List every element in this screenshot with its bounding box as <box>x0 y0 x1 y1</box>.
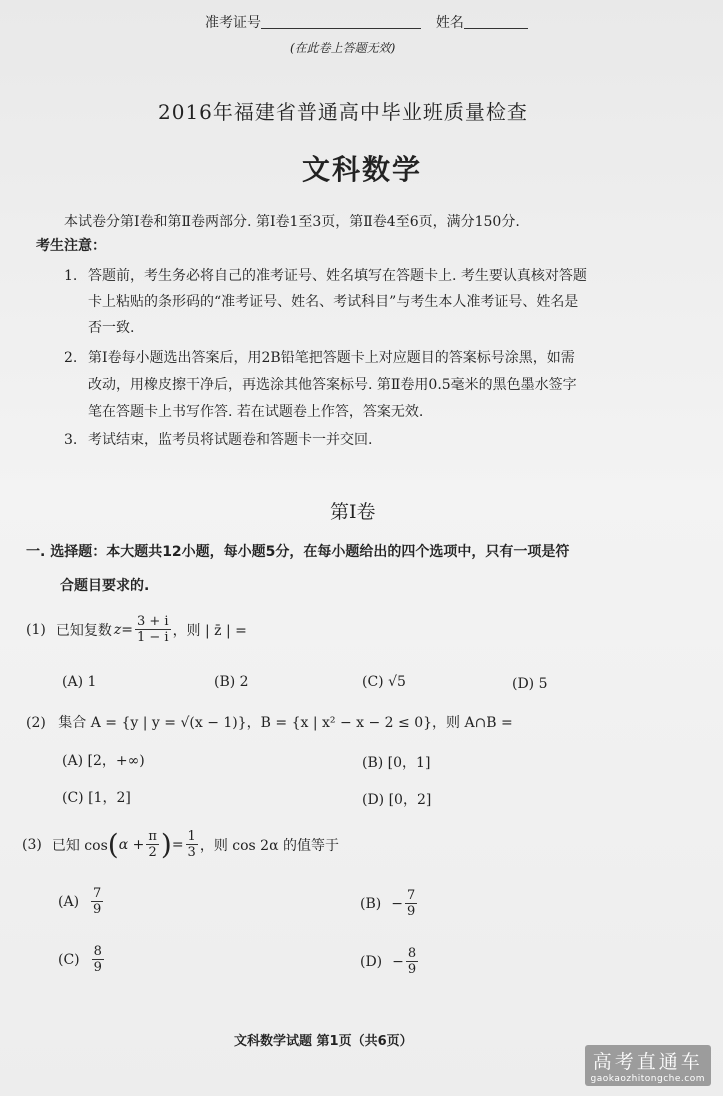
name-label: 姓名 <box>435 15 464 31</box>
header-note: (在此卷上答题无效) <box>290 41 396 55</box>
q2-option-c: (C) [1，2] <box>62 790 131 806</box>
exam-title: 2016年福建省普通高中毕业班质量检查 <box>158 100 528 124</box>
question-3: (3) 已知 cos ( α + $\frac{\pi}{2}$ ) = $\frac{1}{3}$ ，则 cos 2α 的值等于 <box>22 827 339 861</box>
notice-heading: 考生注意： <box>36 238 106 254</box>
q3-number: (3) <box>22 836 42 853</box>
q2-number: (2) <box>26 715 46 731</box>
intro-text: 本试卷分第Ⅰ卷和第Ⅱ卷两部分. 第Ⅰ卷1至3页，第Ⅱ卷4至6页，满分150分. <box>64 214 520 230</box>
q3-option-c: (C) $\frac{8}{9}$ <box>58 944 102 975</box>
watermark-brand: 高考直通车 <box>592 1051 703 1073</box>
q1-option-b: (B) 2 <box>214 674 249 690</box>
q2-option-b: (B) [0，1] <box>362 755 431 771</box>
q1-number: (1) <box>26 621 46 638</box>
notice-item-1: 1. 答题前，考生务必将自己的准考证号、姓名填写在答题卡上. 考生要认真核对答题 卡上粘贴的条形码的“准考证号、姓名、考试科目”与考生本人准考证号、姓名是 否一致. <box>64 268 587 336</box>
q2-option-a: (A) [2，+∞) <box>62 753 145 769</box>
q1-option-a: (A) 1 <box>62 674 97 690</box>
part-title: 第Ⅰ卷 <box>330 501 376 523</box>
ticket-number-row <box>205 12 528 32</box>
q1-fraction: $\frac{3 + i}{1 - i}$ <box>136 614 169 645</box>
q1-option-c: (C) √5 <box>362 674 406 690</box>
question-2: (2) 集合 A = {y | y = √(x − 1)}，B = {x | x² − x − 2 ≤ 0}，则 A∩B = <box>26 715 513 731</box>
q2-option-d: (D) [0，2] <box>362 792 432 808</box>
watermark-url: gaokaozhitongche.com <box>590 1074 705 1084</box>
page-footer: 文科数学试题 第1页（共6页） <box>234 1034 413 1049</box>
notice-item-3: 3. 考试结束，监考员将试题卷和答题卡一并交回. <box>64 432 373 448</box>
q3-option-d: (D) − $\frac{8}{9}$ <box>360 946 417 977</box>
q1-option-d: (D) 5 <box>512 676 548 692</box>
q3-option-a: (A) $\frac{7}{9}$ <box>58 886 102 917</box>
ticket-blank <box>261 14 421 29</box>
q3-pi-fraction: $\frac{\pi}{2}$ <box>148 829 157 860</box>
name-blank <box>464 14 528 29</box>
section-line-1: 一. 选择题：本大题共12小题，每小题5分，在每小题给出的四个选项中，只有一项是符 <box>26 544 570 560</box>
q3-option-b: (B) − $\frac{7}{9}$ <box>360 888 416 919</box>
watermark-logo <box>585 1045 711 1086</box>
ticket-label: 准考证号 <box>205 15 261 31</box>
question-1: (1) 已知复数 z = $\frac{3 + i}{1 - i}$ ，则 | z̄ | = <box>26 614 247 645</box>
section-line-2: 合题目要求的. <box>60 578 150 594</box>
notice-item-2: 2. 第Ⅰ卷每小题选出答案后，用2B铅笔把答题卡上对应题目的答案标号涂黑，如需 改动，用橡皮擦干净后，再选涂其他答案标号. 第Ⅱ卷用0.5毫米的黑色墨水签字 笔在答题卡上书写作答. 若在试题卷上作答，答案无效. <box>64 350 577 420</box>
exam-subject: 文科数学 <box>302 153 423 186</box>
q3-rhs-fraction: $\frac{1}{3}$ <box>187 829 196 860</box>
